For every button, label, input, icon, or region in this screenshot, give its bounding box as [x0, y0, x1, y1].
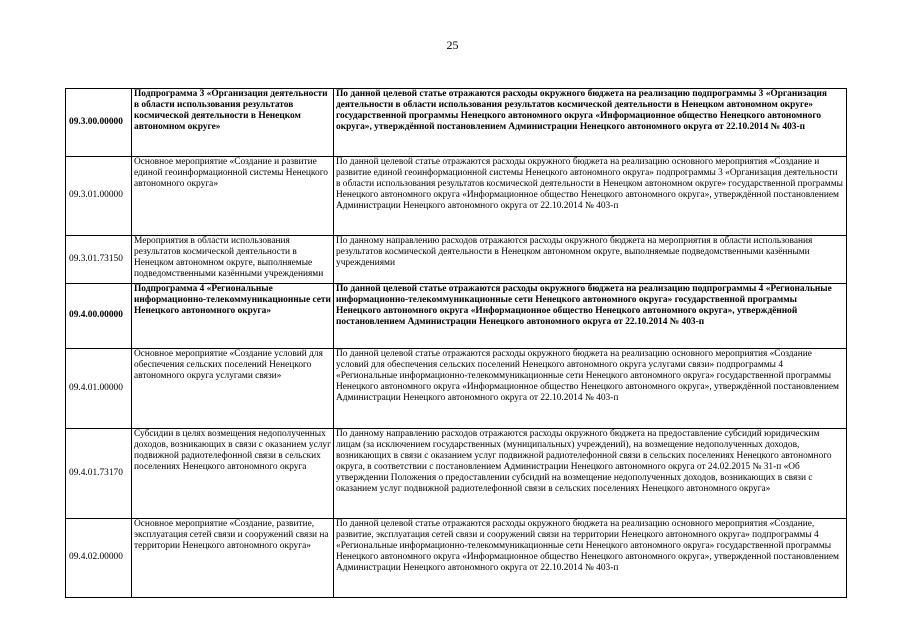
table-row — [66, 429, 847, 519]
description-cell: По данной целевой статье отражаются расходы окружного бюджета на реализацию подпрограммы 3 «Организация деятельности в области использования результатов космической деятельности в Ненецком автономном округе» государственной программы Ненецкого автономного округа «Информационное общество Ненецкого автономного округа», утверждённой постановлением Администрации Ненецкого автономного округа от 22.10.2014 № 403-п — [334, 89, 847, 157]
table-body — [66, 89, 847, 598]
description-cell: По данной целевой статье отражаются расходы окружного бюджета на реализацию подпрограммы 4 «Региональные информационно-телекоммуникационные сети Ненецкого автономного округа» государственной программы Ненецкого автономного округа «Информационное общество Ненецкого автономного округа», утверждённой постановлением Администрации Ненецкого автономного округа от 22.10.2014 № 403-п — [334, 284, 847, 349]
name-cell: Основное мероприятие «Создание, развитие, эксплуатация сетей связи и сооружений связи на территории Ненецкого автономного округа» — [132, 519, 334, 598]
table-row — [66, 349, 847, 429]
code-cell: 09.4.02.00000 — [66, 519, 132, 598]
table-row — [66, 519, 847, 598]
name-cell: Субсидии в целях возмещения недополученных доходов, возникающих в связи с оказанием услуг подвижной радиотелефонной связи в сельских поселениях Ненецкого автономного округа — [132, 429, 334, 519]
code-cell: 09.4.01.00000 — [66, 349, 132, 429]
page-number: 25 — [446, 38, 459, 52]
description-cell: По данному направлению расходов отражаются расходы окружного бюджета на мероприятия в области использования результатов космической деятельности в Ненецком автономном округе, выполняемые подведомственными казёнными учреждениями — [334, 236, 847, 284]
code-cell: 09.4.00.00000 — [66, 284, 132, 349]
budget-classification-table — [65, 88, 847, 598]
name-cell: Основное мероприятие «Создание условий для обеспечения сельских поселений Ненецкого автономного округа услугами связи» — [132, 349, 334, 429]
name-cell: Подпрограмма 3 «Организация деятельности в области использования результатов космической деятельности в Ненецком автономном округе» — [132, 89, 334, 157]
table-row — [66, 157, 847, 236]
name-cell: Подпрограмма 4 «Региональные информационно-телекоммуникационные сети Ненецкого автономного округа» — [132, 284, 334, 349]
code-cell: 09.4.01.73170 — [66, 429, 132, 519]
name-cell: Мероприятия в области использования результатов космической деятельности в Ненецком автономном округе, выполняемые подведомственными казёнными учреждениями — [132, 236, 334, 284]
description-cell: По данной целевой статье отражаются расходы окружного бюджета на реализацию основного мероприятия «Создание и развитие единой геоинформационной системы Ненецкого автономного округа» подпрограммы 3 «Организация деятельности в области использования результатов космической деятельности в Ненецком автономном округе» государственной программы Ненецкого автономного округа «Информационное общество Ненецкого автономного округа», утверждённой постановлением Администрации Ненецкого автономного округа от 22.10.2014 № 403-п — [334, 157, 847, 236]
code-cell: 09.3.01.00000 — [66, 157, 132, 236]
table-row — [66, 89, 847, 157]
name-cell: Основное мероприятие «Создание и развитие единой геоинформационной системы Ненецкого автономного округа» — [132, 157, 334, 236]
description-cell: По данной целевой статье отражаются расходы окружного бюджета на реализацию основного мероприятия «Создание условий для обеспечения сельских поселений Ненецкого автономного округа услугами связи» подпрограммы 4 «Региональные информационно-телекоммуникационные сети Ненецкого автономного округа» государственной программы Ненецкого автономного округа «Информационное общество Ненецкого автономного округа», утверждённой постановлением Администрации Ненецкого автономного округа от 22.10.2014 № 403-п — [334, 349, 847, 429]
table-row — [66, 236, 847, 284]
description-cell: По данной целевой статье отражаются расходы окружного бюджета на реализацию основного мероприятия «Создание, развитие, эксплуатация сетей связи и сооружений связи на территории Ненецкого автономного округа» подпрограммы 4 «Региональные информационно-телекоммуникационные сети Ненецкого автономного округа» государственной программы Ненецкого автономного округа «Информационное общество Ненецкого автономного округа», утвержденной постановлением Администрации Ненецкого автономного округа от 22.10.2014 № 403-п — [334, 519, 847, 598]
code-cell: 09.3.00.00000 — [66, 89, 132, 157]
code-cell: 09.3.01.73150 — [66, 236, 132, 284]
description-cell: По данному направлению расходов отражаются расходы окружного бюджета на предоставление субсидий юридическим лицам (за исключением государственных (муниципальных) учреждений), на возмещение недополученных доходов, возникающих в связи с оказанием услуг подвижной радиотелефонной связи в сельских поселениях Ненецкого автономного округа, в соответствии с постановлением Администрации Ненецкого автономного округа от 24.02.2015 № 31-п «Об утверждении Положения о предоставлении субсидий на возмещение недополученных доходов, возникающих в связи с оказанием услуг подвижной радиотелефонной связи в сельских поселениях Ненецкого автономного округа» — [334, 429, 847, 519]
table-row — [66, 284, 847, 349]
